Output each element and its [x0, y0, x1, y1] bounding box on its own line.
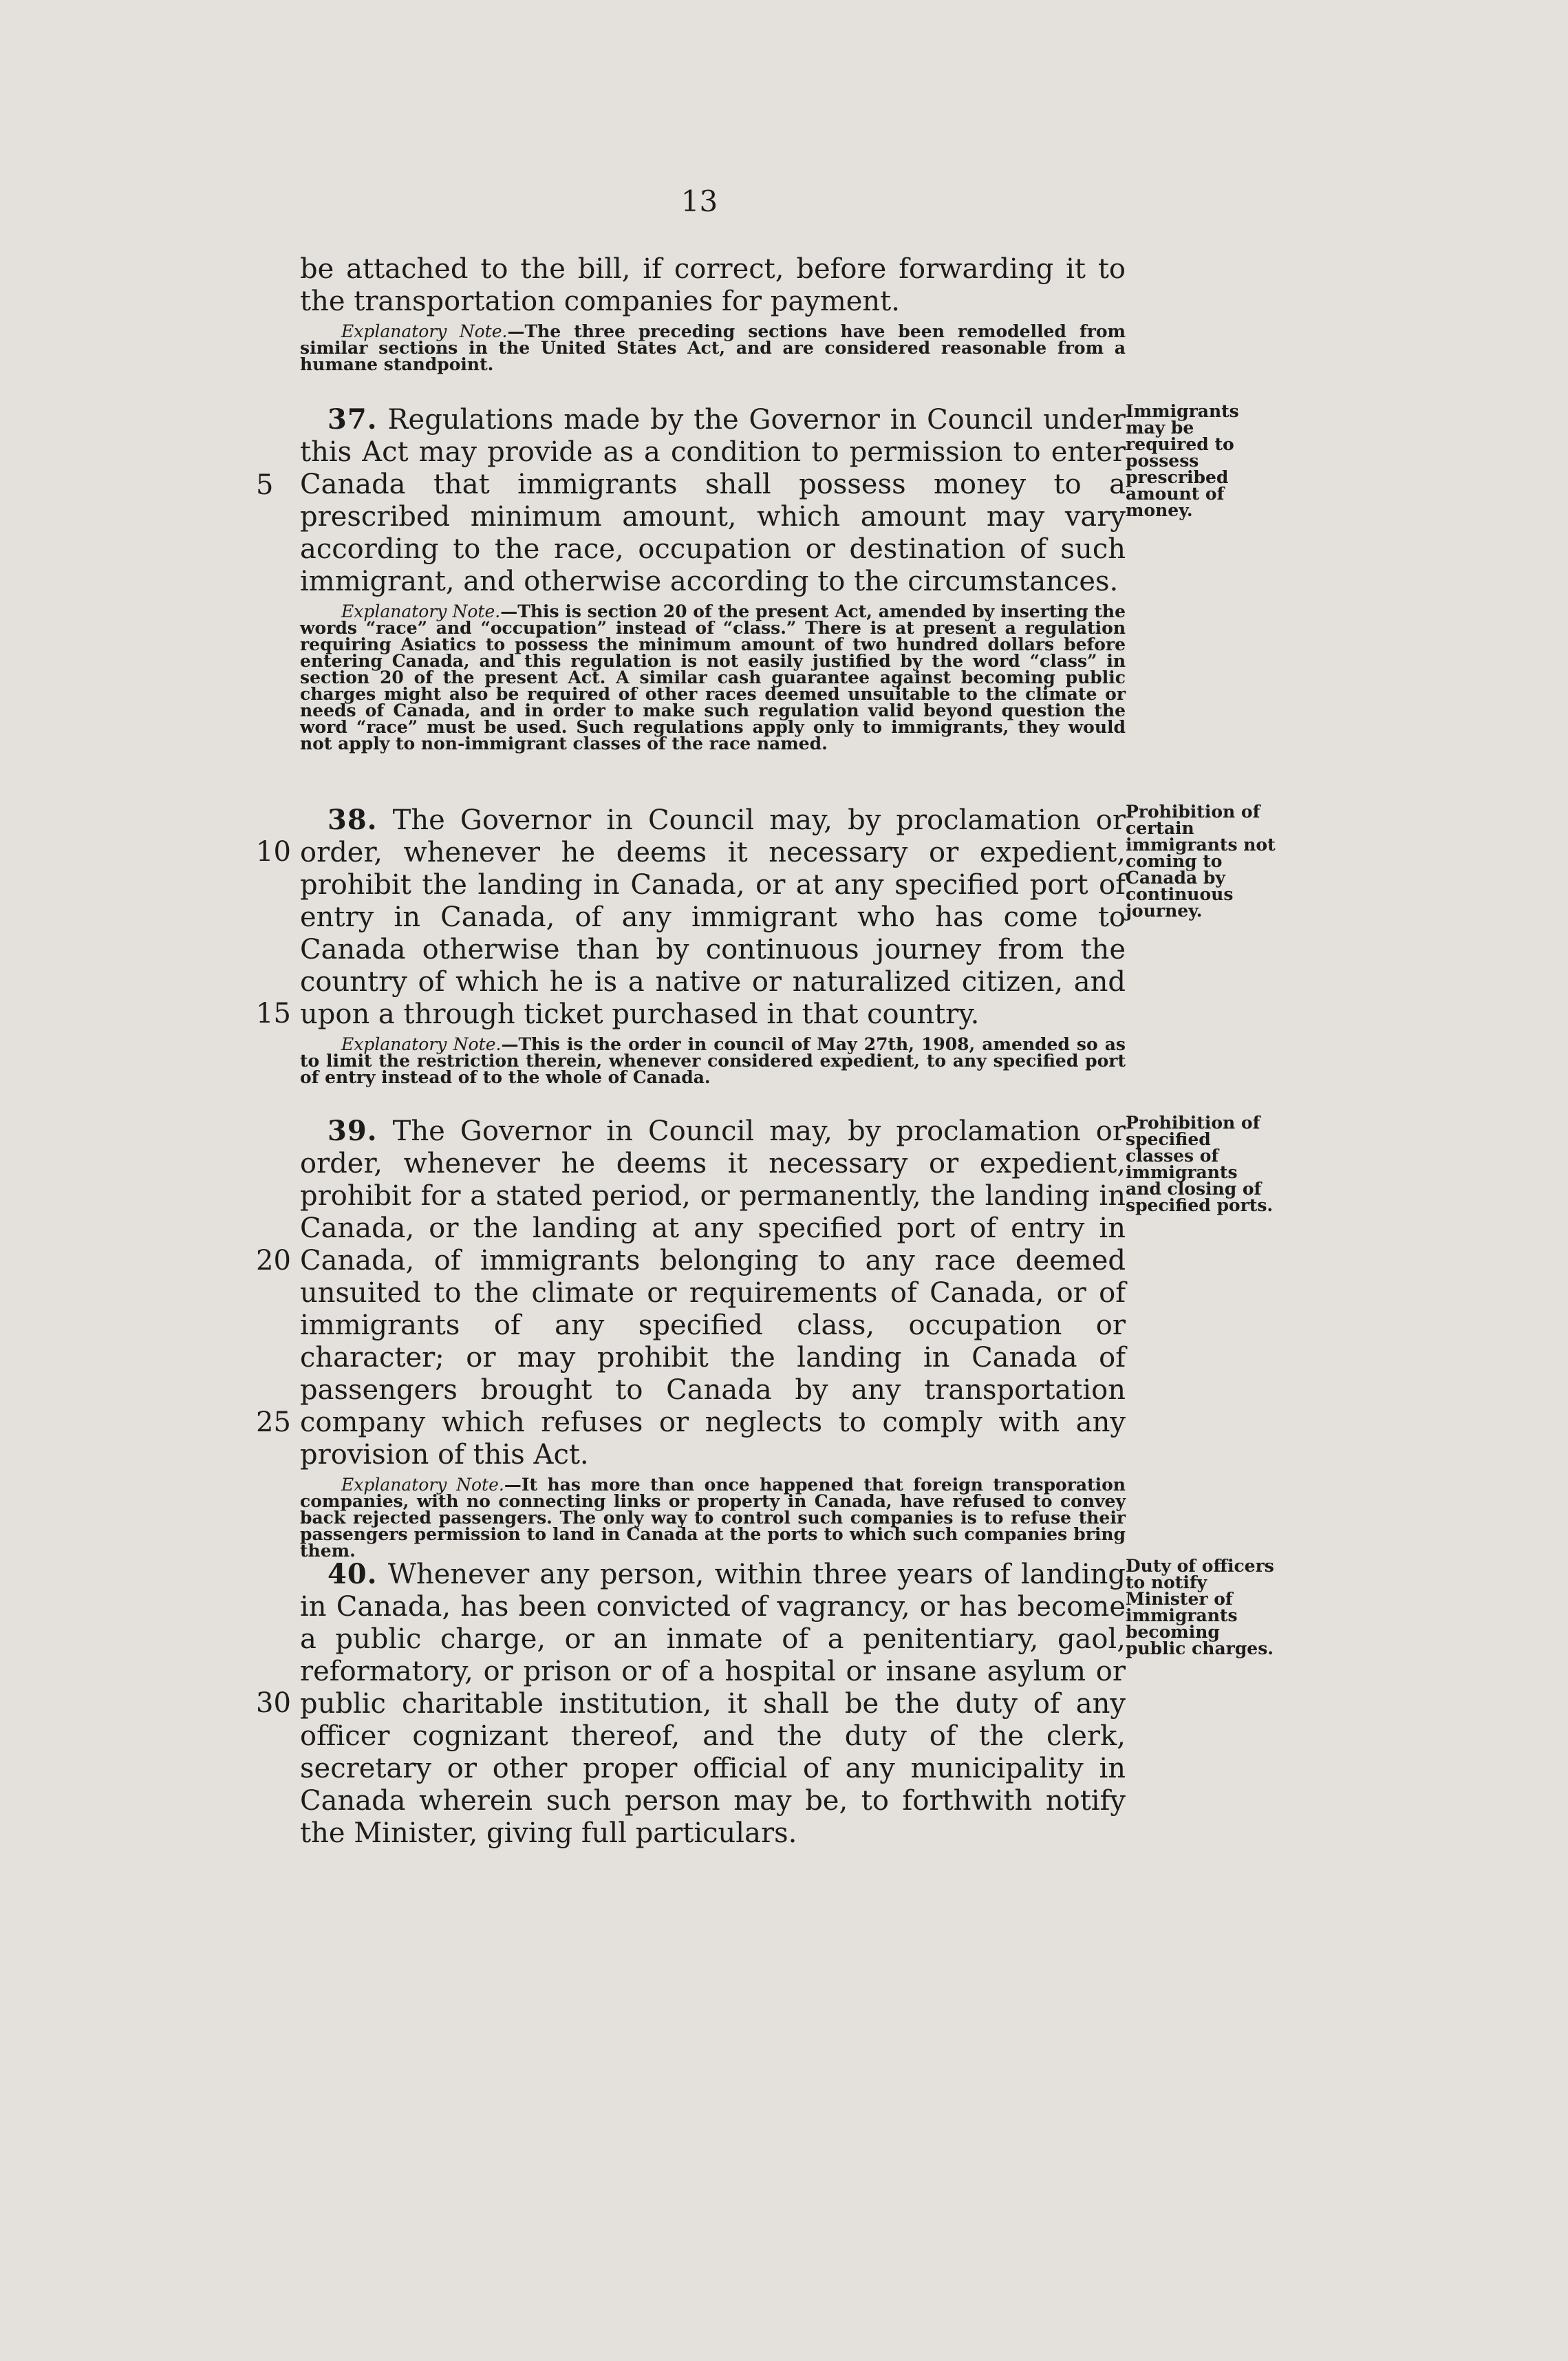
- section-38-note: [300, 1036, 1126, 1086]
- section-39-paragraph: [300, 1115, 1126, 1471]
- margin-note-37: Immigrants may be required to possess prescribed amount of money.: [1126, 401, 1239, 520]
- section-38-paragraph: [300, 804, 1126, 1031]
- section-39-text: The Governor in Council may, by proclamation or order, whenever he deems it necessary or expedient, prohibit for a stated period, or permanently, the landing in Canada, or the landing at any specified port of entry in Canada, of immigrants belonging to any race deemed unsuited to the climate or requirements of Canada, or of immigrants of any specified class, occupation or character; or may prohibit the landing in Canada of passengers brought to Canada by any transportation company which refuses or neglects to comply with any provision of this Act.: [300, 1115, 1126, 1471]
- section-39-note-text: —It has more than once happened that foreign transporation companies, with no connecting links or property in Canada, have refused to convey back rejected passengers. The only way to control such companies is to refuse their passengers permission to land in Canada at the ports to which such companies bring them.: [300, 1475, 1126, 1561]
- section-39: [300, 1115, 1126, 1559]
- section-38-note-lead: Explanatory Note.: [341, 1034, 502, 1054]
- section-40: [300, 1558, 1126, 1850]
- line-number-15: 15: [256, 998, 291, 1029]
- line-number-10: 10: [256, 836, 291, 868]
- section-37-note-text: —This is section 20 of the present Act, amended by inserting the words “race” and “occupation” instead of “class.” There is at present a regulation requiring Asiatics to possess the minimum amount of two hundred dollars before entering Canada, and this regulation is not easily justified by the word “class” in section 20 of the present Act. A similar cash guarantee against becoming public charges might also be required of other races deemed unsuitable to the climate or needs of Canada, and in order to make such regulation valid beyond question the word “race” must be used. Such regulations apply only to immigrants, they would not apply to non-immigrant classes of the race named.: [300, 601, 1126, 754]
- section-38: [300, 804, 1126, 1086]
- section-37-text: Regulations made by the Governor in Council under this Act may provide as a condition to permission to enter Canada that immigrants shall possess money to a prescribed minimum amount, which amount may vary according to the race, occupation or destination of such immigrant, and otherwise according to the circumstances.: [300, 404, 1126, 597]
- section-38-note-text: —This is the order in council of May 27th, 1908, amended so as to limit the restriction therein, whenever considered expedient, to any specified port of entry instead of to the whole of Canada.: [300, 1034, 1126, 1087]
- line-number-30: 30: [256, 1687, 291, 1719]
- margin-note-38: Prohibition of certain immigrants not coming to Canada by continuous journey.: [1126, 802, 1276, 921]
- line-number-5: 5: [256, 469, 274, 501]
- intro-note-lead: Explanatory Note.: [341, 321, 508, 341]
- margin-note-39: Prohibition of specified classes of immigrants and closing of specified ports.: [1126, 1113, 1274, 1215]
- page-number: 13: [680, 184, 718, 218]
- section-37-paragraph: [300, 403, 1126, 598]
- section-37-note: [300, 603, 1126, 752]
- section-37: [300, 403, 1126, 752]
- section-39-number: 39.: [327, 1115, 378, 1147]
- intro-note: [300, 323, 1126, 373]
- section-37-number: 37.: [327, 403, 378, 436]
- section-39-note-lead: Explanatory Note.: [341, 1475, 504, 1495]
- section-38-text: The Governor in Council may, by proclamation or order, whenever he deems it necessary or expedient, prohibit the landing in Canada, or at any specified port of entry in Canada, of any immigrant who has come to Canada otherwise than by continuous journey from the country of which he is a native or naturalized citizen, and upon a through ticket purchased in that country.: [300, 804, 1126, 1030]
- intro-note-text: —The three preceding sections have been remodelled from similar sections in the United States Act, and are considered reasonable from a humane standpoint.: [300, 321, 1126, 374]
- line-number-20: 20: [256, 1245, 291, 1276]
- section-40-number: 40.: [327, 1558, 378, 1590]
- section-37-note-lead: Explanatory Note.: [341, 601, 501, 621]
- section-38-number: 38.: [327, 804, 378, 836]
- section-40-paragraph: [300, 1558, 1126, 1850]
- intro-block: [300, 253, 1126, 373]
- intro-text: be attached to the bill, if correct, before forwarding it to the transportation companies for payment.: [300, 253, 1126, 317]
- line-number-25: 25: [256, 1407, 291, 1438]
- section-39-note: [300, 1477, 1126, 1559]
- section-40-text: Whenever any person, within three years of landing in Canada, has been convicted of vagrancy, or has become a public charge, or an inmate of a penitentiary, gaol, reformatory, or prison or of a hospital or insane asylum or public charitable institution, it shall be the duty of any officer cognizant thereof, and the duty of the clerk, secretary or other proper official of any municipality in Canada wherein such person may be, to forthwith notify the Minister, giving full particulars.: [300, 1559, 1126, 1849]
- margin-note-40: Duty of officers to notify Minister of immigrants becoming public charges.: [1126, 1556, 1274, 1658]
